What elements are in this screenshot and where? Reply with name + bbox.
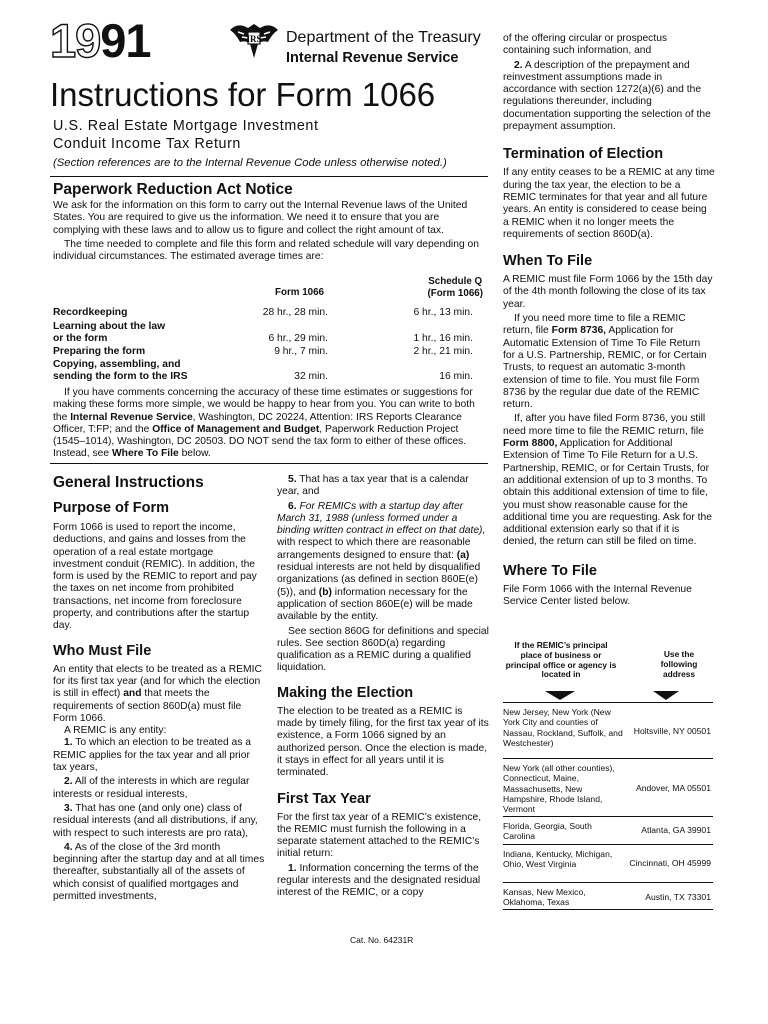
continued-paragraph: of the offering circular or prospectus containing such information, and [503,33,668,57]
time-row-label: Preparing the form [53,346,146,357]
states-cell: Indiana, Kentucky, Michigan, Ohio, West Virginia [503,849,613,870]
making-election-heading: Making the Election [277,684,414,701]
table-row [503,702,713,757]
item-number: 1. [288,862,297,874]
item-number: 2. [514,59,523,71]
address-cell: Austin, TX 73301 [645,892,711,902]
item-number: 4. [64,841,73,853]
first-tax-year-heading: First Tax Year [277,790,371,807]
item-number: 1. [64,737,73,749]
comments-text-a: If you have comments concerning the accuracy of these time estimates or suggestions for making these forms more simple, we would be happy to hear from you. You can write to both the [53,387,475,423]
time-row-label: Copying, assembling, and [53,359,181,370]
when-paragraph-2 [503,313,715,411]
time-form-1066: 32 min. [294,371,328,382]
time-estimates-table [53,276,485,384]
see-section-paragraph: See section 860G for definitions and special rules. See section 860D(a) regarding qualification as a REMIC during a qualified liquidation. [277,625,489,674]
remic-item-5 [277,474,489,499]
who-text-b: that meets the requirements of section 860D(a) must file Form 1066. [53,688,242,724]
item-text: As of the close of the 3rd month beginning after the startup day and at all times thereafter, substantially all of the assets of which consist of qualified mortgages and permitted investments, [53,841,265,903]
termination-heading: Termination of Election [503,146,664,163]
item-text: That has one (and only one) class of residual interests (and all distributions, if any, with respect to such interests are pro rata), [53,802,258,839]
who-paragraph-1 [53,664,265,725]
address-cell: Atlanta, GA 39901 [641,825,711,835]
schedule-q-line-2: (Form 1066) [427,287,483,299]
address-column-header: Use the following address [660,649,698,679]
time-schedule-q: 16 min. [439,371,473,382]
form-8736: Form 8736, [551,325,607,337]
purpose-paragraph: Form 1066 is used to report the income, deductions, and gains and losses from the operation of a real estate mortgage investment conduit (REMIC). In addition, the form is used by the REMIC to report and pay the taxes on net income from prohibited transactions, net income from foreclosure property, and contributions after the startup day. [53,522,257,632]
time-schedule-q: 2 hr., 21 min. [413,346,473,357]
making-election-paragraph: The election to be treated as a REMIC is made by timely filing, for the first tax year of its existence, a Form 1066 signed by an authorized person. Once the election is made, it stays in effect for all years until it is terminated. [277,705,489,779]
remic-item-2 [53,776,265,801]
section-rule [50,463,488,464]
item-number: 2. [64,776,73,788]
year [50,16,151,66]
remic-item-4 [53,842,265,903]
table-row [503,844,713,881]
time-row-label-2: or the form [53,333,108,344]
section-note: (Section references are to the Internal Revenue Code unless otherwise noted.) [53,157,447,169]
item-number: 5. [288,474,297,485]
department-name: Department of the Treasury [286,29,481,46]
time-row-label: Learning about the law [53,321,166,332]
states-column-header: If the REMIC’s principal place of business or principal office or agency is located in [505,640,617,680]
remic-item-6 [277,501,489,624]
item-text: That has a tax year that is a calendar year, and [277,474,469,498]
when2-text-a: If you need more time to file a REMIC return, file [503,313,686,337]
who-paragraph-2: A REMIC is any entity: [64,725,167,737]
who-must-file-heading: Who Must File [53,642,152,659]
termination-paragraph: If any entity ceases to be a REMIC at any time during the tax year, the election to be a REMIC terminates for that year and all future years. An entity is considered to cease being a REMIC when it no longer meets the requirements of section 860D(a). [503,167,715,240]
first-tax-year-paragraph: For the first tax year of a REMIC’s existence, the REMIC must furnish the following in a separate statement attached to the REMIC’s initial return: [277,811,482,860]
states-cell: New Jersey, New York (New York City and counties of Nassau, Rockland, Suffolk, and Westchester) [503,707,623,748]
item-text: Information concerning the terms of the regular interests and the designated residual interest of the REMIC, or a copy [277,862,481,899]
irs-name: Internal Revenue Service [70,411,193,423]
when-to-file-heading: When To File [503,253,593,270]
subtitle-line-2: Conduit Income Tax Return [53,136,241,152]
omb-name: Office of Management and Budget [152,423,320,435]
remic-item-1 [53,737,265,774]
schedule-q-line-1: Schedule Q [428,276,483,287]
item-number: 3. [64,802,73,814]
subtitle-line-1: U.S. Real Estate Mortgage Investment [53,118,319,134]
comments-text-b: , Washington, DC 20224, Attention: IRS Reports Clearance Officer, T:FP; and the [53,411,462,435]
who-and: and [123,688,142,700]
where-paragraph: File Form 1066 with the Internal Revenue Service Center listed below. [503,583,692,607]
paperwork-section [53,181,485,263]
where-to-file-ref: Where To File [111,448,179,460]
header-rule [50,176,488,177]
item-number: 6. [288,500,297,512]
comments-text-c: , Paperwork Reduction Project (1545–1014), Washington, DC 20503. DO NOT send the tax form to either of these offices. Instead, see [53,423,467,460]
right-column [503,33,715,608]
irs-eagle-logo [228,20,280,62]
item6-label-b: (b) [318,586,332,598]
address-cell: Holtsville, NY 00501 [633,726,711,736]
item-text: To which an election to be treated as a REMIC applies for the tax year and all prior tax years, [53,737,251,774]
item6-text-a: with respect to which there are reasonable arrangements designed to ensure that: [277,537,471,561]
states-cell: New York (all other counties), Connecticut, Maine, Massachusetts, New Hampshire, Rhode Island, Vermont [503,763,615,815]
purpose-heading: Purpose of Form [53,500,170,516]
remic-item-3 [53,803,265,840]
item-text: A description of the prepayment and reinvestment assumptions made in accordance with section 1272(a)(6) and the regulations thereunder, including documentation supporting the selection of the prepayment assumption. [503,59,711,133]
year-bold: 91 [100,14,151,67]
time-row-label-2: sending the form to the IRS [53,371,188,382]
comments-paragraph [53,387,485,461]
general-instructions-heading: General Instructions [53,474,204,491]
paperwork-paragraph-3 [53,387,485,461]
table-row [503,758,713,815]
when2-text-b: Application for Automatic Extension of Time To File Return for a U.S. Partnership, REMIC, or for Certain Trusts, to request an automatic 3-month extension of time to file. You must file Form 8736 by the regular due date of the REMIC return. [503,325,707,411]
col-header-schedule-q [427,276,483,299]
when3-text-a: If, after you have filed Form 8736, you still need more time to file the REMIC return, file [503,413,706,437]
first-tax-year-item-2 [503,60,715,134]
middle-column [277,474,489,900]
comments-text-d: below. [178,448,211,460]
states-cell: Florida, Georgia, South Carolina [503,821,592,842]
where-to-file-heading: Where To File [503,562,597,579]
table-row [503,882,713,910]
item6-text-c: information necessary for the application of section 860E(e) will be made available by the entity. [277,586,473,623]
address-cell: Andover, MA 05501 [635,783,711,793]
address-cell: Cincinnati, OH 45999 [629,858,711,868]
time-form-1066: 28 hr., 28 min. [262,307,328,318]
item6-label-a: (a) [456,549,470,561]
when3-text-b: Application for Additional Extension of Time To File Return for a U.S. Partnership, REMIC, or for Certain Trusts, for an additional extension of up to 3 months. To obtain this additional extension of time to file, you must show reasonable cause for the additional time you are requesting. Ask for the additional extension early so that if it is denied, the return can still be filed on time. [503,438,712,548]
item-text: All of the interests in which are regular interests or residual interests, [53,776,250,800]
first-tax-year-item-1 [277,863,489,900]
time-form-1066: 6 hr., 29 min. [268,333,328,344]
svg-text:IRS: IRS [246,34,262,44]
item6-italic: For REMICs with a startup day after March 31, 1988 (unless formed under a binding written contract in effect on that date), [277,500,486,537]
states-cell: Kansas, New Mexico, Oklahoma, Texas [503,887,586,908]
page-title: Instructions for Form 1066 [50,76,436,113]
col-header-form-1066: Form 1066 [275,287,325,298]
time-row-label: Recordkeeping [53,307,128,318]
when-paragraph-3 [503,413,715,548]
time-row [53,359,473,383]
paperwork-heading: Paperwork Reduction Act Notice [53,181,293,198]
when-paragraph-1: A REMIC must file Form 1066 by the 15th day of the 4th month following the close of its tax year. [503,274,713,310]
table-row [503,816,713,842]
time-form-1066: 9 hr., 7 min. [274,346,328,357]
paperwork-paragraph-2: The time needed to complete and file this form and related schedule will vary depending on individual circumstances. The estimated average times are: [53,238,479,263]
form-8800: Form 8800, [503,438,558,450]
catalog-number: Cat. No. 64231R [350,935,414,945]
time-schedule-q: 6 hr., 13 min. [413,307,473,318]
year-outline: 19 [50,14,101,67]
agency-name: Internal Revenue Service [286,50,459,66]
who-text-a: An entity that elects to be treated as a REMIC for its first tax year (and for which the election is still in effect) [53,663,262,700]
general-instructions-column [53,474,265,903]
time-row [53,321,473,345]
item6-text-b: residual interests are not held by disqualified organizations (as defined in section 860E(e)(5)), and [277,562,481,598]
service-center-table [503,641,715,911]
time-schedule-q: 1 hr., 16 min. [413,333,473,344]
paperwork-paragraph-1: We ask for the information on this form to carry out the Internal Revenue laws of the United States. You are required to give us the information. We need it to ensure that you are complying with these laws and to allow us to figure and collect the right amount of tax. [53,200,468,236]
